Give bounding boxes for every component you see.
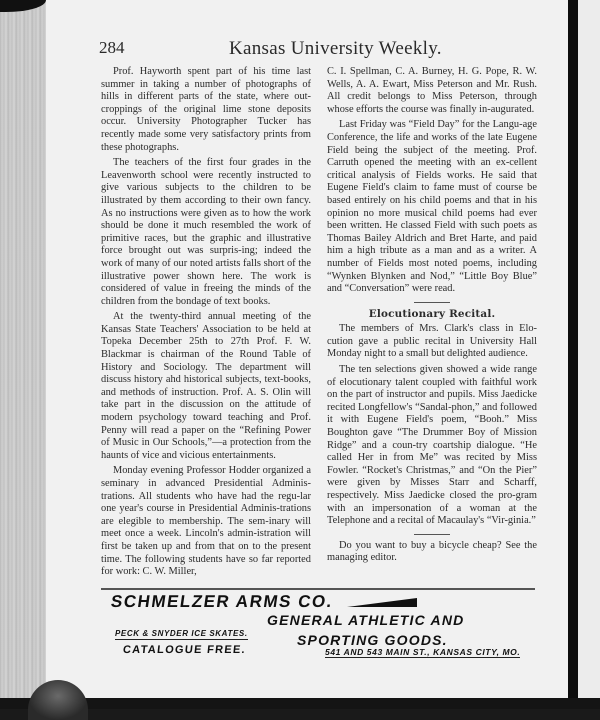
paragraph-leavenworth: The teachers of the first four grades in the Leavenworth school were recently instructed to give various subjects to the children to be illustrated by them according to their own fancy. As no instructions were given as to how the work should be done it much resembled the work of primitive races, but the graphic and illustrative force brought out was surpris-ing; indeed the work of many of our noted artists falls short of the illustrative power shown here. The work is considered of value in freeing the minds of the children from the bondage of text books.: [101, 157, 311, 307]
advertisement-rule: [101, 588, 535, 590]
page-number: 284: [99, 38, 125, 57]
paragraph-seminary-continued: C. I. Spellman, C. A. Burney, H. G. Pope, R. W. Wells, A. A. Ewart, Miss Peterson and Mr. Rush. All credit belongs to Miss Peterson, through whose efforts the course was finally in-augurated.: [327, 66, 537, 115]
ad-line-general-athletic: GENERAL ATHLETIC AND: [267, 612, 465, 628]
paragraph-recital-intro: The members of Mrs. Clark's class in Elo-cution gave a public recital in University Hall Monday night to a small but delighted audience.: [327, 323, 537, 360]
right-column: [327, 66, 537, 568]
section-divider: [414, 534, 450, 535]
scanner-bottom-edge: [0, 698, 600, 709]
ad-skates: PECK & SNYDER ICE SKATES.: [115, 629, 248, 638]
paragraph-bicycle: Do you want to buy a bicycle cheap? See the managing editor.: [327, 539, 537, 564]
facing-page-edge: [578, 0, 600, 700]
paragraph-recital-selections: The ten selections given showed a wide range of elocutionary talent coupled with faithful work on the part of instructor and pupils. Miss Jaedicke recited Longfellow's “Sandal-phon,” and followed it with Eugene Field's poem, “Booh.” Miss Boughton gave “The Drummer Boy of Mission Ridge” and a coun-try coartship dialogue. “He called Her in from Me” was recited by Miss Fowler. “Rocket's Christmas,” and “On the Pier” were given by Misses Starr and Scharff, respectively. Miss Jaedicke closed the pro-gram with an impersonation of a woman at the Telephone and a recital of Macaulay's “Vir-ginia.”: [327, 364, 537, 527]
paragraph-hodder-seminary: Monday evening Professor Hodder organized a seminary in advanced Presidential Adminis-trations. All students who have had the regu-lar one year's course in Presidential Adminis-trations are elegible to membership. The sem-inary will meet once a week. Lincoln's admin-istration will first be taken up and from that on to the present time. The following students have so far reported for work: C. W. Miller,: [101, 465, 311, 578]
left-column: [101, 66, 311, 582]
ad-catalogue: CATALOGUE FREE.: [122, 644, 247, 656]
ad-address: 541 AND 543 MAIN ST., KANSAS CITY, MO.: [325, 647, 521, 657]
section-divider: [414, 302, 450, 303]
page-header: [99, 38, 539, 64]
publication-title: Kansas University Weekly.: [229, 38, 442, 59]
ad-company-name: SCHMELZER ARMS CO.: [109, 592, 335, 611]
paragraph-teachers-association: At the twenty-third annual meeting of the Kansas State Teachers' Association to be held at Topeka December 25th to 27th Prof. F. W. Blackmar is chairman of the Round Table of History and Sociology. The department will discuss history ahd historical subjects, text-books, and methods of instruction. Prof. A. S. Olin will take part in the discussion on the attitude of modern psychology toward teaching and Prof. Penny will read a paper on the “Refining Power of Music in Our Schools,”—a protection from the haunts of vice and vicious entertainments.: [101, 311, 311, 461]
paragraph-field-day: Last Friday was “Field Day” for the Langu-age Conference, the life and works of the late Eugene Field being the subject of the meeting. Prof. Carruth opened the meeting with an ex-cellent critical analysis of Fields works. He said that Eugene Field's claim to fame must of course be based entirely on his child poems and that in his opinion no more musical child poems had ever been written. He classed Field with such poets as Thomas Bailey Aldrich and Bret Harte, and paid him a high tribute as a man and as a writer. A number of Fields most noted poems, including “Wynken Blynken and Nod,” “Little Boy Blue” and “Conversation” were read.: [327, 119, 537, 295]
book-gutter: [568, 0, 578, 709]
book-page-edges: [0, 0, 46, 709]
ad-wedge-ornament: [347, 598, 417, 607]
ad-line-sporting-goods: SPORTING GOODS.: [297, 632, 448, 648]
section-heading-elocutionary-recital: Elocutionary Recital.: [368, 307, 496, 320]
paragraph-hayworth: Prof. Hayworth spent part of his time last summer in taking a number of photographs of hills in different parts of the state, where out-croppings of the original lime stone deposits occur. University Photographer Tucker has recently made some very satisfactory prints from these photographs.: [101, 66, 311, 153]
advertisement: [101, 592, 541, 662]
